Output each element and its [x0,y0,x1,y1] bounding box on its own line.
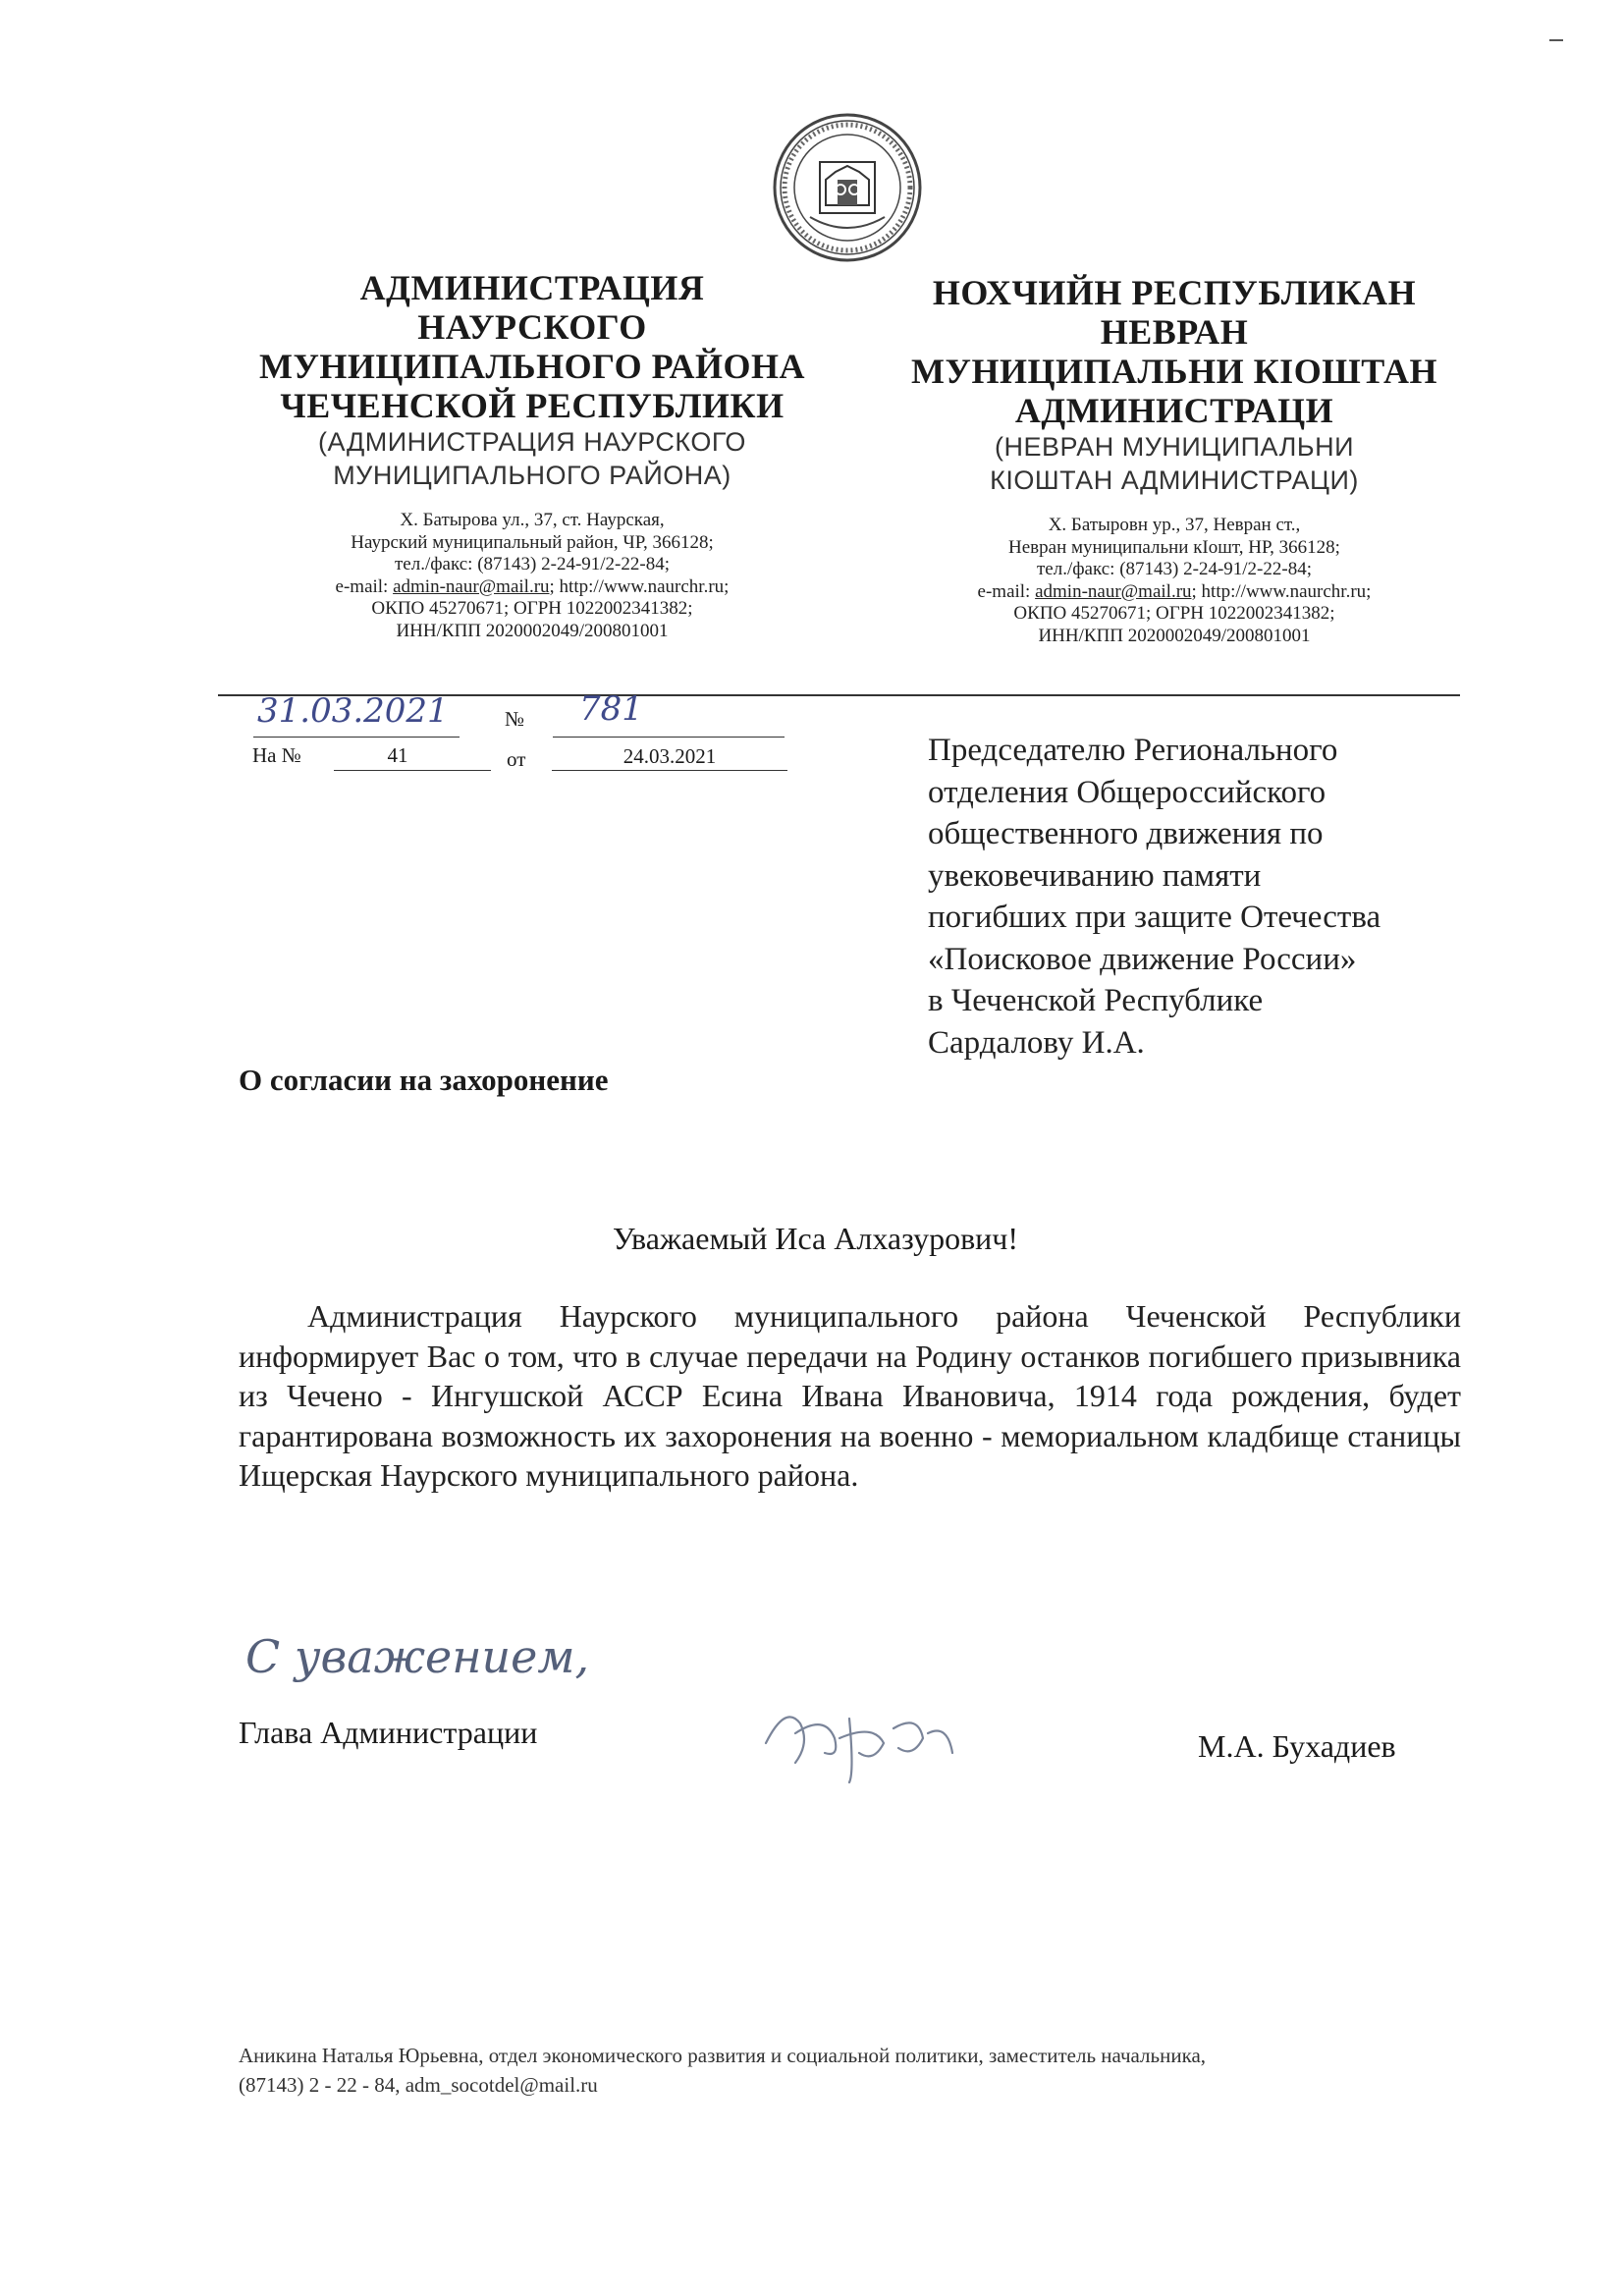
web-address: ; http://www.naurchr.ru; [1191,580,1372,602]
web-address: ; http://www.naurchr.ru; [549,575,730,597]
email-line [860,581,1489,604]
letter-subject: О согласии на захоронение [239,1063,609,1097]
phone-line: тел./факс: (87143) 2-24-91/2-22-84; [1037,559,1312,579]
signatory-name: М.А. Бухадиев [1198,1728,1396,1764]
inn-line: ИНН/КПП 2020002049/200801001 [1038,625,1311,646]
executor-line-1: Аникина Наталья Юрьевна, отдел экономического развития и социальной политики, заместитель начальника, [239,2044,1207,2067]
org-name-chechen-text: НОХЧИЙН РЕСПУБЛИКАН НЕВРАН МУНИЦИПАЛЬНИ КIОШТАН АДМИНИСТРАЦИ [911,273,1437,430]
email-prefix: e-mail: [335,575,394,597]
registration-number: 781 [579,689,643,729]
scan-artifact [1549,39,1563,41]
address-line-2: Наурский муниципальный район, ЧР, 366128; [351,531,714,553]
salutation: Уважаемый Иса Алхазурович! [613,1221,1019,1256]
chechen-republic-emblem-icon [771,111,924,264]
letter-body: Администрация Наурского муниципального района Чеченской Республики информирует Вас о том, что в случае передачи на Родину останков погибшего призывника из Чечено - Ингушской АССР Есина Ивана Ивановича, 1914 года рождения, будет гарантирована возможность их захоронения на военно - мемориальном кладбище станицы Ищерская Наурского муниципального района. [239,1298,1461,1493]
letterhead-right [860,273,1489,647]
address-line-1: Х. Батыровн ур., 37, Невран ст., [1048,515,1301,535]
email-line [218,576,846,599]
addressee-block [928,730,1458,1064]
signatory-title: Глава Администрации [239,1715,538,1750]
address-line-1: Х. Батырова ул., 37, ст. Наурская, [400,510,665,530]
email-link: admin-naur@mail.ru [1035,580,1192,602]
org-short-name-chechen [860,430,1489,497]
org-short-name-russian [218,425,846,492]
closing-handwritten: С уважением, [245,1630,590,1683]
ref-date: 24.03.2021 [623,744,717,768]
contact-block-left [218,510,846,642]
okpo-line: ОКПО 45270671; ОГРН 1022002341382; [371,598,693,619]
contact-block-right [860,515,1489,647]
executor-line-2: (87143) 2 - 22 - 84, adm_socotdel@mail.ru [239,2073,598,2097]
org-name-chechen [860,273,1489,430]
executor-info [239,2041,1476,2100]
ref-number: 41 [387,743,408,767]
number-label: № [505,707,525,731]
okpo-line: ОКПО 45270671; ОГРН 1022002341382; [1013,603,1335,624]
org-short-name-chechen-text: (НЕВРАН МУНИЦИПАЛЬНИ КIОШТАН АДМИНИСТРАЦИ) [990,432,1359,495]
registration-date: 31.03.2021 [257,691,449,731]
org-name-russian [218,268,846,425]
handwritten-signature-icon [756,1684,962,1792]
ref-from-label: от [507,747,526,771]
addressee-text: Председателю Регионального отделения Общероссийского общественного движения по увековечиванию памяти погибших при защите Отечества «Поисковое движение России» в Чеченской Республике Сардалову И.А. [928,733,1381,1061]
phone-line: тел./факс: (87143) 2-24-91/2-22-84; [395,554,670,574]
email-prefix: e-mail: [977,580,1036,602]
address-line-2: Невран муниципальни кIошт, НР, 366128; [1008,536,1340,558]
email-link: admin-naur@mail.ru [393,575,550,597]
org-short-name-russian-text: (АДМИНИСТРАЦИЯ НАУРСКОГО МУНИЦИПАЛЬНОГО РАЙОНА) [318,427,746,490]
ref-label: На № [252,743,301,767]
org-name-russian-text: АДМИНИСТРАЦИЯ НАУРСКОГО МУНИЦИПАЛЬНОГО РАЙОНА ЧЕЧЕНСКОЙ РЕСПУБЛИКИ [259,268,805,425]
inn-line: ИНН/КПП 2020002049/200801001 [396,620,669,641]
letterhead-left [218,268,846,642]
